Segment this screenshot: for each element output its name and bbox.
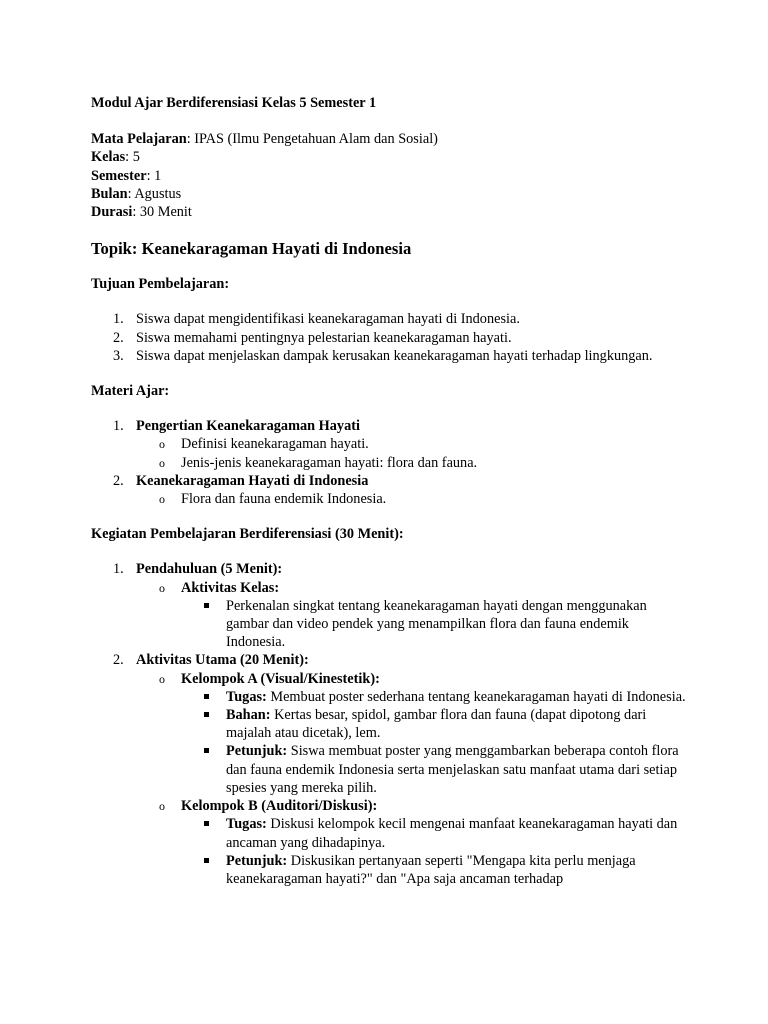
meta-label: Bulan	[91, 185, 128, 202]
point-item	[226, 815, 691, 851]
section-heading-kegiatan: Kegiatan Pembelajaran Berdiferensiasi (30 Menit):	[91, 526, 404, 543]
meta-label: Mata Pelajaran	[91, 131, 187, 148]
list-number: 2.	[113, 472, 124, 489]
list-item	[91, 329, 691, 347]
point-label: Petunjuk:	[226, 743, 288, 760]
section-heading-materi: Materi Ajar:	[91, 383, 170, 400]
sub-list-item	[159, 490, 691, 508]
topic-heading: Topik: Keanekaragaman Hayati di Indonesia	[91, 239, 412, 259]
square-bullet-icon	[204, 858, 209, 863]
document-title: Modul Ajar Berdiferensiasi Kelas 5 Semester 1	[91, 95, 377, 111]
point-text: Diskusi kelompok kecil mengenai manfaat keanekaragaman hayati dan ancaman yang dihadapinya.	[226, 816, 678, 851]
meta-value: : Agustus	[127, 185, 182, 202]
point-text: Siswa membuat poster yang menggambarkan beberapa contoh flora dan fauna endemik Indonesia serta menjelaskan satu manfaat utama dari setiap spesies yang mereka pilih.	[226, 743, 679, 796]
square-bullet-icon	[204, 694, 209, 699]
sub-list-text: Jenis-jenis keanekaragaman hayati: flora dan fauna.	[181, 454, 478, 471]
list-item	[91, 560, 691, 651]
list-item-title: Keanekaragaman Hayati di Indonesia	[136, 472, 369, 489]
group-title: Aktivitas Kelas:	[181, 579, 280, 596]
square-bullet-icon	[204, 821, 209, 826]
group-title: Kelompok B (Auditori/Diskusi):	[181, 798, 378, 815]
point-text: Membuat poster sederhana tentang keanekaragaman hayati di Indonesia.	[266, 688, 686, 705]
point-label: Tugas:	[226, 688, 267, 705]
sub-list-text: Definisi keanekaragaman hayati.	[181, 436, 369, 453]
list-item	[91, 347, 691, 365]
point-item	[226, 706, 691, 742]
point-text: Perkenalan singkat tentang keanekaragaman hayati dengan menggunakan gambar dan video pendek yang menampilkan flora dan fauna endemik Indonesia.	[226, 597, 647, 651]
square-bullet-icon	[204, 603, 209, 608]
list-number: 1.	[113, 311, 124, 328]
meta-label: Semester	[91, 167, 147, 184]
square-bullet-icon	[204, 748, 209, 753]
list-number: 3.	[113, 347, 124, 364]
kegiatan-list	[91, 560, 691, 888]
meta-value: : 5	[125, 149, 140, 166]
list-item-text: Siswa dapat menjelaskan dampak kerusakan keanekaragaman hayati terhadap lingkungan.	[136, 347, 653, 364]
point-label: Bahan:	[226, 707, 271, 724]
meta-row	[91, 130, 691, 148]
point-item	[226, 597, 691, 652]
meta-value: : 1	[146, 167, 162, 184]
square-bullet-icon	[204, 712, 209, 717]
list-number: 1.	[113, 418, 124, 435]
meta-row	[91, 203, 691, 221]
point-item	[226, 688, 691, 706]
sub-list-item	[159, 435, 691, 453]
list-item	[91, 472, 691, 508]
tujuan-list	[91, 310, 691, 365]
circle-bullet-icon: o	[159, 671, 165, 686]
circle-bullet-icon: o	[159, 492, 165, 507]
list-item-text: Siswa memahami pentingnya pelestarian keanekaragaman hayati.	[136, 329, 512, 346]
sub-list	[136, 670, 691, 888]
circle-bullet-icon: o	[159, 437, 165, 452]
meta-row	[91, 167, 691, 185]
sub-list-item	[159, 454, 691, 472]
circle-bullet-icon: o	[159, 799, 165, 814]
point-item	[226, 742, 691, 797]
list-number: 2.	[113, 652, 124, 669]
sub-list-text: Flora dan fauna endemik Indonesia.	[181, 491, 387, 508]
list-item	[91, 651, 691, 888]
point-item	[226, 852, 691, 888]
sub-list-item	[159, 797, 691, 888]
sub-list	[136, 435, 691, 471]
point-text: Diskusikan pertanyaan seperti "Mengapa kita perlu menjaga keanekaragaman hayati?" dan "Apa saja ancaman terhadap	[226, 852, 636, 887]
point-label: Petunjuk:	[226, 852, 288, 869]
circle-bullet-icon: o	[159, 580, 165, 595]
list-item-title: Pengertian Keanekaragaman Hayati	[136, 418, 360, 435]
list-number: 1.	[113, 561, 124, 578]
meta-label: Kelas	[91, 149, 126, 166]
sub-list	[136, 579, 691, 652]
meta-row	[91, 185, 691, 203]
meta-value: : IPAS (Ilmu Pengetahuan Alam dan Sosial)	[186, 131, 438, 148]
point-label: Tugas:	[226, 816, 267, 833]
point-list	[181, 597, 691, 652]
point-text: Kertas besar, spidol, gambar flora dan fauna (dapat dipotong dari majalah atau dicetak), lem.	[226, 707, 647, 742]
sub-list-item	[159, 670, 691, 797]
point-list	[181, 815, 691, 888]
circle-bullet-icon: o	[159, 455, 165, 470]
list-item-title: Aktivitas Utama (20 Menit):	[136, 652, 309, 669]
meta-label: Durasi	[91, 204, 133, 221]
materi-list	[91, 417, 691, 508]
sub-list-item	[159, 579, 691, 652]
sub-list	[136, 490, 691, 508]
meta-value: : 30 Menit	[132, 204, 192, 221]
meta-block	[91, 130, 691, 221]
section-heading-tujuan: Tujuan Pembelajaran:	[91, 276, 230, 293]
document-body	[91, 94, 691, 888]
list-item-text: Siswa dapat mengidentifikasi keanekaragaman hayati di Indonesia.	[136, 311, 520, 328]
list-item	[91, 417, 691, 472]
point-list	[181, 688, 691, 797]
meta-row	[91, 148, 691, 166]
list-number: 2.	[113, 329, 124, 346]
list-item-title: Pendahuluan (5 Menit):	[136, 561, 283, 578]
list-item	[91, 310, 691, 328]
group-title: Kelompok A (Visual/Kinestetik):	[181, 670, 380, 687]
